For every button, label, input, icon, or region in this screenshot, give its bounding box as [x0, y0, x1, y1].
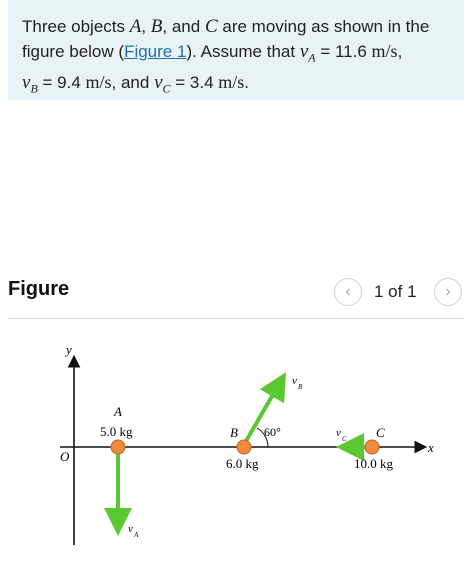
vb-symbol: v	[22, 72, 31, 94]
y-axis-label: y	[66, 342, 72, 357]
figure-link[interactable]: Figure 1	[124, 42, 187, 61]
next-figure-button[interactable]	[434, 278, 462, 306]
velocity-b-label: v	[292, 375, 297, 387]
object-b	[237, 440, 251, 454]
period-text: .	[244, 73, 250, 93]
divider	[8, 318, 464, 319]
figure-title: Figure	[8, 278, 70, 300]
velocity-a-label: v	[128, 523, 133, 535]
separator-text: ,	[397, 42, 403, 61]
object-a-mass: 5.0 kg	[100, 424, 133, 439]
object-c	[365, 440, 379, 454]
vc-unit: m/s	[218, 72, 245, 93]
vb-unit: m/s	[85, 72, 112, 93]
va-unit: m/s	[371, 41, 398, 61]
mid-text: are moving as shown in the figure below (	[22, 17, 430, 61]
velocity-a-subscript: A	[134, 531, 139, 539]
vb-subscript: B	[30, 81, 38, 96]
object-a	[111, 440, 125, 454]
origin-label: O	[60, 449, 70, 464]
vc-symbol: v	[154, 72, 163, 94]
object-c-label: C	[376, 425, 385, 440]
velocity-c-label: v	[336, 427, 341, 439]
vb-value: = 9.4	[37, 73, 86, 93]
object-b-mass: 6.0 kg	[226, 456, 259, 471]
va-subscript: A	[308, 50, 316, 65]
chevron-left-icon: ‹	[345, 283, 351, 300]
x-axis-label: x	[428, 440, 434, 455]
object-a-label: A	[114, 404, 122, 419]
va-symbol: v	[299, 41, 309, 62]
figure-header	[8, 278, 464, 308]
and-text-2: , and	[111, 73, 155, 93]
motion-diagram	[0, 330, 474, 570]
velocity-b-subscript: B	[298, 383, 303, 391]
comma-text: ,	[141, 17, 151, 36]
object-c-symbol: C	[204, 16, 218, 37]
object-a-symbol: A	[129, 16, 142, 37]
object-b-angle: 60°	[264, 425, 281, 439]
intro-text: Three objects	[22, 17, 130, 36]
object-c-mass: 10.0 kg	[354, 456, 393, 471]
problem-statement	[8, 0, 464, 100]
figure-page-indicator: 1 of 1	[374, 282, 417, 301]
velocity-c-subscript: C	[342, 435, 347, 443]
vc-value: = 3.4	[170, 73, 219, 93]
and-text: , and	[162, 17, 205, 36]
va-value: = 11.6	[315, 42, 372, 61]
vc-subscript: C	[162, 81, 171, 96]
assume-text: ). Assume that	[186, 42, 300, 61]
object-b-symbol: B	[150, 16, 163, 37]
chevron-right-icon: ›	[445, 283, 451, 300]
object-b-label: B	[230, 425, 238, 440]
previous-figure-button[interactable]	[334, 278, 362, 306]
